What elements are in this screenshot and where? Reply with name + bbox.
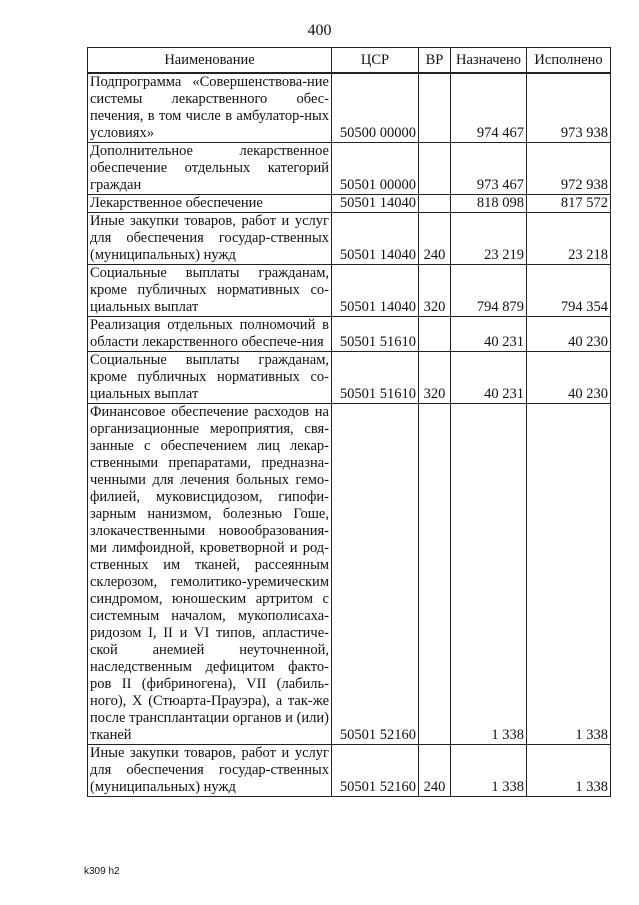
row-csr: 50501 14040 [332, 213, 419, 265]
row-vr [419, 143, 451, 195]
row-executed: 1 338 [527, 404, 611, 745]
row-csr: 50501 51610 [332, 352, 419, 404]
header-csr: ЦСР [332, 48, 419, 74]
row-executed: 817 572 [527, 195, 611, 213]
row-csr: 50501 52160 [332, 404, 419, 745]
row-vr [419, 73, 451, 143]
row-executed: 23 218 [527, 213, 611, 265]
row-executed: 794 354 [527, 265, 611, 317]
row-assigned: 23 219 [451, 213, 527, 265]
table-row [88, 352, 611, 404]
row-name: Иные закупки товаров, работ и услуг для обеспечения государ-ственных (муниципальных) нужд [88, 745, 332, 797]
header-executed: Исполнено [527, 48, 611, 74]
row-csr: 50501 14040 [332, 265, 419, 317]
row-name: Иные закупки товаров, работ и услуг для обеспечения государ-ственных (муниципальных) нужд [88, 213, 332, 265]
table-row [88, 73, 611, 143]
row-name: Лекарственное обеспечение [88, 195, 332, 213]
row-name: Социальные выплаты гражданам, кроме публичных нормативных со-циальных выплат [88, 265, 332, 317]
row-name: Социальные выплаты гражданам, кроме публичных нормативных со-циальных выплат [88, 352, 332, 404]
row-assigned: 40 231 [451, 317, 527, 352]
row-name: Подпрограмма «Совершенствова-ние системы лекарственного обес-печения, в том числе в амбулатор-ных условиях» [88, 73, 332, 143]
header-vr: ВР [419, 48, 451, 74]
row-vr: 240 [419, 745, 451, 797]
row-executed: 972 938 [527, 143, 611, 195]
row-assigned: 1 338 [451, 404, 527, 745]
table-row [88, 265, 611, 317]
row-assigned: 973 467 [451, 143, 527, 195]
table-header-row [88, 48, 611, 74]
row-name: Финансовое обеспечение расходов на организационные мероприятия, свя-занные с обеспечением лиц лекар-ственными препаратами, предназна-ченными для лечения больных гемо-филией, муковисцидозом, гипофи-зарным нанизмом, болезнью Гоше, злокачественными новообразования-ми лимфоидной, кроветворной и род-ственных им тканей, рассеянным склерозом, гемолитико-уремическим синдромом, юношеским артритом с системным началом, мукополисаха-ридозом I, II и VI типов, апластиче-ской анемией неуточненной, наследственным дефицитом факто-ров II (фибриногена), VII (лабиль-ного), X (Стюарта-Прауэра), а так-же после трансплантации органов и (или) тканей [88, 404, 332, 745]
table-row [88, 404, 611, 745]
row-assigned: 974 467 [451, 73, 527, 143]
row-csr: 50501 52160 [332, 745, 419, 797]
row-vr [419, 195, 451, 213]
row-assigned: 794 879 [451, 265, 527, 317]
budget-execution-table [87, 47, 611, 797]
table-row [88, 195, 611, 213]
row-executed: 1 338 [527, 745, 611, 797]
header-name: Наименование [88, 48, 332, 74]
row-executed: 40 230 [527, 352, 611, 404]
row-csr: 50501 51610 [332, 317, 419, 352]
row-assigned: 818 098 [451, 195, 527, 213]
row-executed: 973 938 [527, 73, 611, 143]
row-assigned: 1 338 [451, 745, 527, 797]
table-row [88, 213, 611, 265]
row-name: Реализация отдельных полномочий в области лекарственного обеспече-ния [88, 317, 332, 352]
header-assigned: Назначено [451, 48, 527, 74]
footer-code: k309 h2 [84, 866, 120, 877]
row-csr: 50501 00000 [332, 143, 419, 195]
row-vr: 320 [419, 265, 451, 317]
table-row [88, 317, 611, 352]
page-number: 400 [307, 22, 332, 39]
row-vr [419, 317, 451, 352]
row-csr: 50501 14040 [332, 195, 419, 213]
row-vr [419, 404, 451, 745]
table-row [88, 143, 611, 195]
table-row [88, 745, 611, 797]
row-executed: 40 230 [527, 317, 611, 352]
row-csr: 50500 00000 [332, 73, 419, 143]
row-assigned: 40 231 [451, 352, 527, 404]
row-vr: 240 [419, 213, 451, 265]
row-name: Дополнительное лекарственное обеспечение отдельных категорий граждан [88, 143, 332, 195]
row-vr: 320 [419, 352, 451, 404]
